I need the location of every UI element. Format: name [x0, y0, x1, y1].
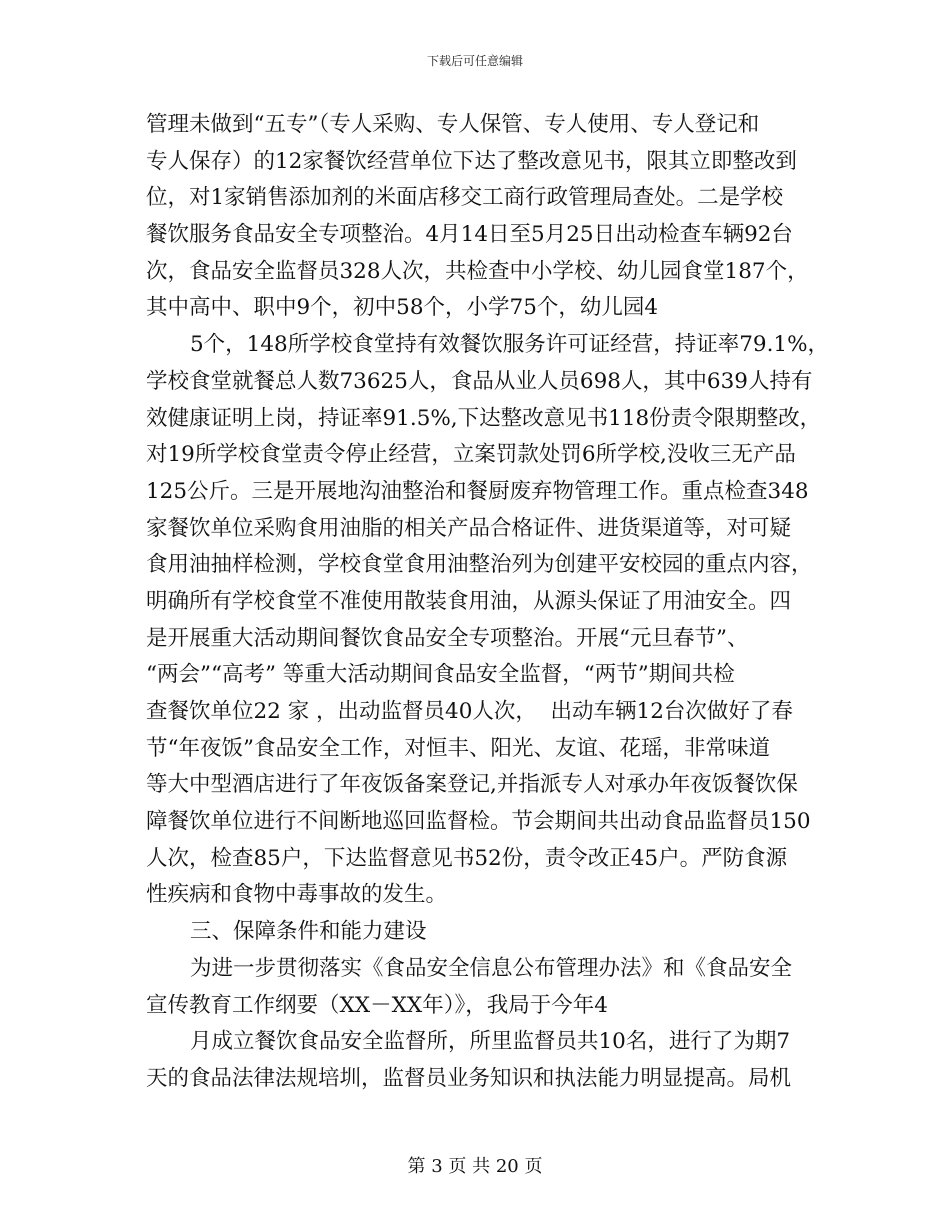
- text-line: 效健康证明上岗，持证率91.5%,下达整改意见书118份责令限期整改，: [146, 405, 822, 431]
- text-line: 障餐饮单位进行不间断地巡回监督检。节会期间共出动食品监督员150: [146, 809, 811, 835]
- page-footer: 第 3 页 共 20 页: [407, 1156, 543, 1177]
- text-line: 月成立餐饮食品安全监督所，所里监督员共10名，进行了为期7: [190, 1029, 791, 1055]
- text-line: 查餐饮单位22 家 ，出动监督员40人次， 出动车辆12台次做好了春: [146, 699, 793, 724]
- text-line: 人次，检查85户，下达监督意见书52份，责令改正45户。严防食源: [146, 845, 788, 871]
- text-line: 性疾病和食物中毒事故的发生。: [146, 882, 448, 908]
- text-line: 管理未做到“五专”（专人采购、专人保管、专人使用、专人登记和: [146, 112, 760, 137]
- text-line: 对19所学校食堂责令停止经营，立案罚款处罚6所学校,没收三无产品: [146, 442, 796, 468]
- text-line: 是开展重大活动期间餐饮食品安全专项整治。开展“元旦春节”、: [146, 625, 749, 651]
- text-line: 家餐饮单位采购食用油脂的相关产品合格证件、进货渠道等，对可疑: [146, 515, 792, 541]
- text-line: 节“年夜饭”食品安全工作，对恒丰、阳光、友谊、花瑶，非常味道: [146, 735, 770, 761]
- text-line: 专人保存）的12家餐饮经营单位下达了整改意见书，限其立即整改到: [146, 148, 797, 174]
- text-line: 食用油抽样检测，学校食堂食用油整治列为创建平安校园的重点内容，: [146, 552, 813, 578]
- text-line: “两会”“高考” 等重大活动期间食品安全监督，“两节”期间共检: [146, 662, 735, 688]
- text-line: 125公斤。三是开展地沟油整治和餐厨废弃物管理工作。重点检查348: [146, 478, 809, 504]
- text-line: 学校食堂就餐总人数73625人，食品从业人员698人，其中639人持有: [146, 368, 813, 394]
- section-heading: 三、保障条件和能力建设: [190, 919, 427, 945]
- page-header: 下载后可任意编辑: [426, 54, 523, 68]
- text-line: 其中高中、职中9个，初中58个，小学75个，幼儿园4: [146, 295, 659, 321]
- text-line: 明确所有学校食堂不准使用散装食用油，从源头保证了用油安全。四: [146, 588, 792, 614]
- text-line: 餐饮服务食品安全专项整治。4月14日至5月25日出动检查车辆92台: [146, 222, 793, 248]
- text-line: 次，食品安全监督员328人次，共检查中小学校、幼儿园食堂187个，: [146, 258, 809, 284]
- text-line: 位，对1家销售添加剂的米面店移交工商行政管理局查处。二是学校: [146, 185, 784, 211]
- text-line: 5个，148所学校食堂持有效餐饮服务许可证经营，持证率79.1%，: [190, 332, 830, 358]
- text-line: 天的食品法律法规培圳，监督员业务知识和执法能力明显提高。局机: [146, 1065, 792, 1091]
- document-body: [146, 107, 830, 1098]
- text-line: 宣传教育工作纲要（XX－XX年）》，我局于今年4: [146, 992, 608, 1018]
- text-line: 等大中型酒店进行了年夜饭备案登记,并指派专人对承办年夜饭餐饮保: [146, 772, 798, 798]
- text-line: 为进一步贯彻落实《食品安全信息公布管理办法》和《食品安全: [190, 955, 793, 981]
